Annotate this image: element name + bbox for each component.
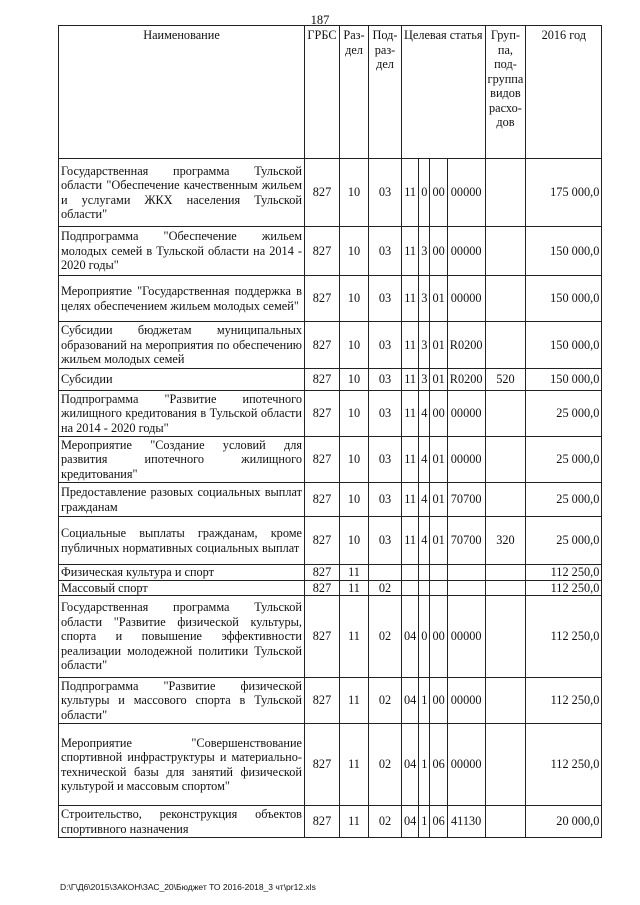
row-target-event: 00 xyxy=(430,596,447,678)
row-target-code: 00000 xyxy=(447,437,485,483)
row-section: 10 xyxy=(340,369,369,391)
row-target-subprogram: 3 xyxy=(419,276,430,322)
row-grbs: 827 xyxy=(305,227,340,276)
header-section: Раз- дел xyxy=(340,26,369,159)
row-amount: 25 000,0 xyxy=(526,437,602,483)
row-amount: 25 000,0 xyxy=(526,391,602,437)
row-amount: 20 000,0 xyxy=(526,806,602,838)
table-row xyxy=(59,159,602,227)
row-grbs: 827 xyxy=(305,437,340,483)
header-target-article: Целевая статья xyxy=(402,26,486,159)
row-target-code: 70700 xyxy=(447,483,485,517)
row-subsection: 02 xyxy=(369,724,402,806)
row-target-event xyxy=(430,580,447,596)
row-target-program: 11 xyxy=(402,369,419,391)
row-subsection: 02 xyxy=(369,596,402,678)
row-section: 11 xyxy=(340,724,369,806)
row-subsection: 03 xyxy=(369,276,402,322)
row-section: 10 xyxy=(340,517,369,565)
row-target-code: 70700 xyxy=(447,517,485,565)
row-target-event: 06 xyxy=(430,806,447,838)
row-expense-group xyxy=(485,580,526,596)
row-target-event: 01 xyxy=(430,437,447,483)
row-target-code: 00000 xyxy=(447,227,485,276)
row-target-program: 11 xyxy=(402,276,419,322)
row-amount: 112 250,0 xyxy=(526,678,602,724)
row-target-subprogram xyxy=(419,565,430,581)
row-target-subprogram xyxy=(419,580,430,596)
row-name: Подпрограмма "Развитие физической культуры и массового спорта в Тульской области" xyxy=(59,678,305,724)
row-target-event: 01 xyxy=(430,322,447,369)
row-name: Социальные выплаты гражданам, кроме публичных нормативных социальных выплат xyxy=(59,517,305,565)
table-row xyxy=(59,724,602,806)
row-subsection: 03 xyxy=(369,483,402,517)
table-row xyxy=(59,276,602,322)
row-amount: 150 000,0 xyxy=(526,276,602,322)
row-subsection: 03 xyxy=(369,369,402,391)
row-target-program: 04 xyxy=(402,806,419,838)
row-target-subprogram: 1 xyxy=(419,724,430,806)
row-amount: 150 000,0 xyxy=(526,227,602,276)
row-target-event: 00 xyxy=(430,391,447,437)
row-grbs: 827 xyxy=(305,580,340,596)
file-path-footer: D:\Г\Д6\2015\ЗАКОН\ЗАС_20\Бюджет ТО 2016-2018_3 чт\pr12.xls xyxy=(60,882,316,892)
row-target-event: 01 xyxy=(430,517,447,565)
table-row xyxy=(59,483,602,517)
row-target-event: 00 xyxy=(430,678,447,724)
row-expense-group xyxy=(485,596,526,678)
table-row xyxy=(59,369,602,391)
row-target-code: 00000 xyxy=(447,391,485,437)
row-expense-group: 520 xyxy=(485,369,526,391)
row-grbs: 827 xyxy=(305,369,340,391)
row-target-subprogram: 4 xyxy=(419,483,430,517)
header-expense-group: Груп- па, под- группа видов расхо- дов xyxy=(485,26,526,159)
row-amount: 25 000,0 xyxy=(526,517,602,565)
row-subsection: 02 xyxy=(369,806,402,838)
row-target-code: 41130 xyxy=(447,806,485,838)
row-expense-group xyxy=(485,391,526,437)
row-target-program: 11 xyxy=(402,517,419,565)
row-target-code: 00000 xyxy=(447,678,485,724)
row-name: Подпрограмма "Обеспечение жильем молодых семей в Тульской области на 2014 - 2020 годы" xyxy=(59,227,305,276)
row-target-program: 11 xyxy=(402,159,419,227)
row-section: 10 xyxy=(340,322,369,369)
row-expense-group xyxy=(485,678,526,724)
row-expense-group xyxy=(485,724,526,806)
row-amount: 112 250,0 xyxy=(526,596,602,678)
row-target-event: 00 xyxy=(430,227,447,276)
row-target-subprogram: 3 xyxy=(419,369,430,391)
row-subsection: 03 xyxy=(369,517,402,565)
row-subsection: 03 xyxy=(369,159,402,227)
row-target-program xyxy=(402,580,419,596)
row-grbs: 827 xyxy=(305,276,340,322)
row-subsection xyxy=(369,565,402,581)
row-section: 11 xyxy=(340,580,369,596)
row-name: Массовый спорт xyxy=(59,580,305,596)
row-section: 11 xyxy=(340,678,369,724)
table-row xyxy=(59,565,602,581)
row-expense-group xyxy=(485,806,526,838)
row-target-code xyxy=(447,565,485,581)
table-header-row xyxy=(59,26,602,159)
row-section: 11 xyxy=(340,565,369,581)
row-grbs: 827 xyxy=(305,565,340,581)
row-target-event: 01 xyxy=(430,276,447,322)
row-target-program: 11 xyxy=(402,227,419,276)
row-section: 11 xyxy=(340,596,369,678)
row-section: 10 xyxy=(340,159,369,227)
row-expense-group xyxy=(485,227,526,276)
row-target-code: 00000 xyxy=(447,159,485,227)
row-amount: 112 250,0 xyxy=(526,565,602,581)
row-amount: 150 000,0 xyxy=(526,322,602,369)
row-grbs: 827 xyxy=(305,391,340,437)
row-target-program: 04 xyxy=(402,724,419,806)
row-target-code: 00000 xyxy=(447,276,485,322)
row-subsection: 03 xyxy=(369,437,402,483)
row-grbs: 827 xyxy=(305,517,340,565)
row-name: Физическая культура и спорт xyxy=(59,565,305,581)
row-name: Мероприятие "Совершенствование спортивной инфраструктуры и материально-технической базы для занятий физической культурой и массовым спортом" xyxy=(59,724,305,806)
row-target-code: 00000 xyxy=(447,596,485,678)
row-target-program: 04 xyxy=(402,596,419,678)
row-target-event: 01 xyxy=(430,483,447,517)
row-name: Государственная программа Тульской области "Обеспечение качественным жильем и услугами ЖКХ населения Тульской области" xyxy=(59,159,305,227)
row-target-event xyxy=(430,565,447,581)
table-row xyxy=(59,517,602,565)
row-grbs: 827 xyxy=(305,322,340,369)
row-subsection: 03 xyxy=(369,322,402,369)
row-amount: 25 000,0 xyxy=(526,483,602,517)
table-row xyxy=(59,322,602,369)
row-section: 11 xyxy=(340,806,369,838)
row-expense-group xyxy=(485,322,526,369)
row-grbs: 827 xyxy=(305,678,340,724)
row-target-subprogram: 1 xyxy=(419,678,430,724)
row-name: Предоставление разовых социальных выплат гражданам xyxy=(59,483,305,517)
row-expense-group xyxy=(485,159,526,227)
row-target-program: 04 xyxy=(402,678,419,724)
row-target-program: 11 xyxy=(402,322,419,369)
row-target-subprogram: 4 xyxy=(419,391,430,437)
table-row xyxy=(59,596,602,678)
table-row xyxy=(59,391,602,437)
row-expense-group xyxy=(485,276,526,322)
header-grbs: ГРБС xyxy=(305,26,340,159)
row-target-subprogram: 1 xyxy=(419,806,430,838)
row-target-event: 01 xyxy=(430,369,447,391)
row-section: 10 xyxy=(340,437,369,483)
row-expense-group: 320 xyxy=(485,517,526,565)
row-grbs: 827 xyxy=(305,596,340,678)
row-name: Мероприятие "Создание условий для развития ипотечного жилищного кредитования" xyxy=(59,437,305,483)
row-target-subprogram: 3 xyxy=(419,227,430,276)
row-target-event: 00 xyxy=(430,159,447,227)
row-target-program xyxy=(402,565,419,581)
row-target-subprogram: 4 xyxy=(419,437,430,483)
row-target-code: 00000 xyxy=(447,724,485,806)
row-target-code xyxy=(447,580,485,596)
table-row xyxy=(59,678,602,724)
row-subsection: 02 xyxy=(369,678,402,724)
row-section: 10 xyxy=(340,391,369,437)
row-subsection: 03 xyxy=(369,391,402,437)
row-subsection: 03 xyxy=(369,227,402,276)
row-target-subprogram: 0 xyxy=(419,159,430,227)
row-grbs: 827 xyxy=(305,159,340,227)
header-name: Наименование xyxy=(59,26,305,159)
table-row xyxy=(59,437,602,483)
header-subsection: Под- раз- дел xyxy=(369,26,402,159)
row-section: 10 xyxy=(340,276,369,322)
row-name: Строительство, реконструкция объектов спортивного назначения xyxy=(59,806,305,838)
row-target-program: 11 xyxy=(402,483,419,517)
row-grbs: 827 xyxy=(305,724,340,806)
row-amount: 175 000,0 xyxy=(526,159,602,227)
header-year-2016: 2016 год xyxy=(526,26,602,159)
row-expense-group xyxy=(485,483,526,517)
row-name: Субсидии бюджетам муниципальных образований на мероприятия по обеспечению жильем молодых семей xyxy=(59,322,305,369)
row-name: Подпрограмма "Развитие ипотечного жилищного кредитования в Тульской области на 2014 - 2020 годы" xyxy=(59,391,305,437)
page-number: 187 xyxy=(310,13,330,27)
row-target-event: 06 xyxy=(430,724,447,806)
row-target-subprogram: 3 xyxy=(419,322,430,369)
row-amount: 112 250,0 xyxy=(526,580,602,596)
row-target-subprogram: 0 xyxy=(419,596,430,678)
row-subsection: 02 xyxy=(369,580,402,596)
row-expense-group xyxy=(485,437,526,483)
budget-table xyxy=(58,25,602,838)
row-amount: 112 250,0 xyxy=(526,724,602,806)
row-section: 10 xyxy=(340,483,369,517)
row-target-subprogram: 4 xyxy=(419,517,430,565)
row-target-program: 11 xyxy=(402,391,419,437)
table-row xyxy=(59,227,602,276)
row-amount: 150 000,0 xyxy=(526,369,602,391)
row-name: Субсидии xyxy=(59,369,305,391)
row-name: Государственная программа Тульской области "Развитие физической культуры, спорта и повышение эффективности реализации молодежной политики Тульской области" xyxy=(59,596,305,678)
row-expense-group xyxy=(485,565,526,581)
row-grbs: 827 xyxy=(305,806,340,838)
row-name: Мероприятие "Государственная поддержка в целях обеспечением жильем молодых семей" xyxy=(59,276,305,322)
row-grbs: 827 xyxy=(305,483,340,517)
row-section: 10 xyxy=(340,227,369,276)
row-target-code: R0200 xyxy=(447,369,485,391)
table-row xyxy=(59,580,602,596)
row-target-code: R0200 xyxy=(447,322,485,369)
row-target-program: 11 xyxy=(402,437,419,483)
table-row xyxy=(59,806,602,838)
